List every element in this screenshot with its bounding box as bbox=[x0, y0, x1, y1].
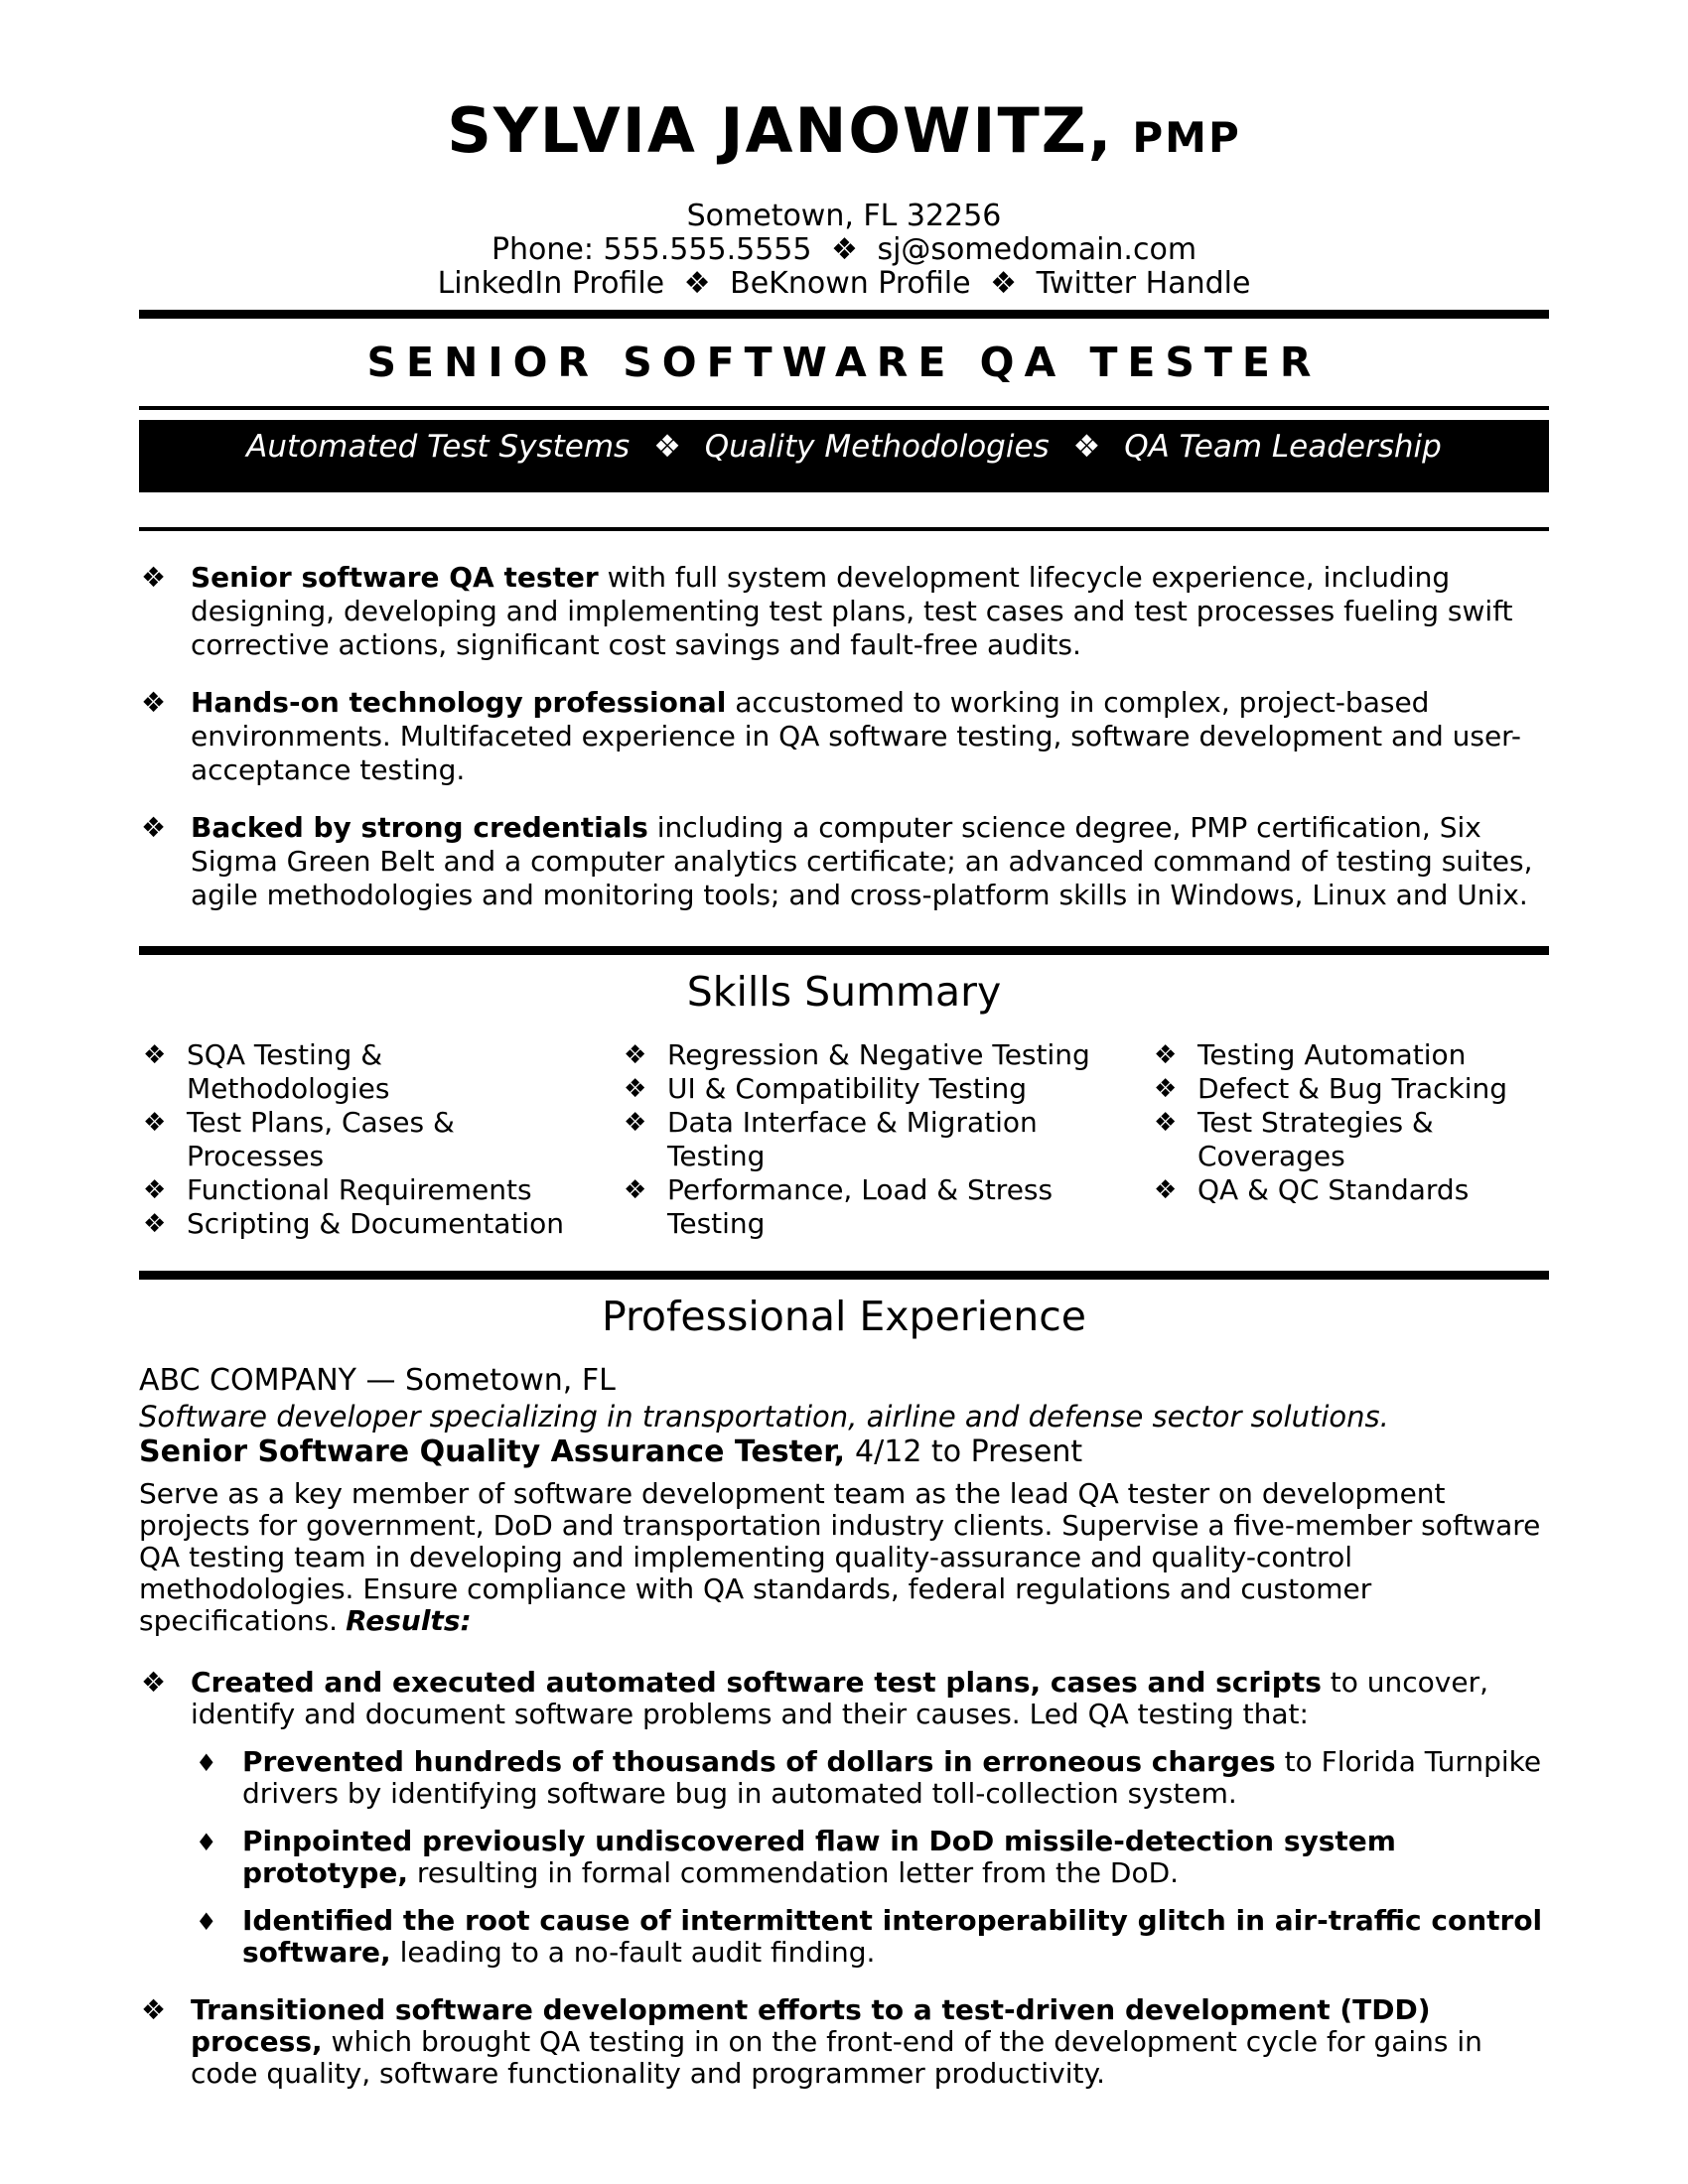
skill-item bbox=[1150, 1106, 1549, 1173]
skill-item bbox=[139, 1038, 592, 1106]
phone-email-line bbox=[139, 233, 1549, 267]
candidate-credential: PMP bbox=[1132, 113, 1241, 162]
skill-item bbox=[620, 1173, 1120, 1241]
specialties-banner bbox=[139, 420, 1549, 492]
skill-text: Testing Automation bbox=[1197, 1038, 1467, 1071]
experience-bullet-lead: Created and executed automated software test plans, cases and scripts bbox=[191, 1666, 1322, 1699]
address-line: Sometown, FL 32256 bbox=[686, 199, 1002, 233]
diamond-separator-icon: ❖ bbox=[1072, 429, 1101, 465]
diamond-bullet-icon: ❖ bbox=[143, 1209, 167, 1239]
diamond-separator-icon: ❖ bbox=[683, 266, 711, 301]
sub-bullet-text: leading to a no-fault audit finding. bbox=[390, 1936, 876, 1969]
header bbox=[139, 94, 1549, 301]
summary-item-lead: Senior software QA tester bbox=[191, 561, 599, 594]
skill-text: SQA Testing & Methodologies bbox=[187, 1038, 390, 1105]
sub-bullet-text: to Florida Turnpike drivers by identifying software bug in automated toll-collection system. bbox=[242, 1745, 1542, 1810]
candidate-name bbox=[139, 94, 1549, 184]
diamond-bullet-icon: ❖ bbox=[1154, 1108, 1178, 1138]
diamond-separator-icon: ❖ bbox=[653, 429, 681, 465]
skills-column-2 bbox=[620, 1038, 1150, 1241]
skill-text: Test Plans, Cases & Processes bbox=[187, 1106, 455, 1172]
skill-text: Data Interface & Migration Testing bbox=[667, 1106, 1038, 1172]
role-title: SENIOR SOFTWARE QA TESTER bbox=[366, 339, 1322, 386]
diamond-bullet-icon: ❖ bbox=[141, 1993, 167, 2026]
job-title: Senior Software Quality Assurance Tester, bbox=[139, 1434, 846, 1469]
skill-text: Functional Requirements bbox=[187, 1173, 532, 1206]
skill-item bbox=[620, 1072, 1120, 1106]
skill-text: Performance, Load & Stress Testing bbox=[667, 1173, 1054, 1240]
experience-bullet bbox=[139, 1667, 1549, 1730]
summary-item bbox=[139, 561, 1549, 662]
skill-text: Test Strategies & Coverages bbox=[1197, 1106, 1434, 1172]
diamond-bullet-icon: ❖ bbox=[624, 1074, 647, 1104]
twitter-handle-text: Twitter Handle bbox=[1036, 266, 1251, 301]
small-diamond-bullet-icon: ♦ bbox=[196, 1829, 217, 1856]
diamond-bullet-icon: ❖ bbox=[1154, 1074, 1178, 1104]
skill-text: QA & QC Standards bbox=[1197, 1173, 1470, 1206]
diamond-separator-icon: ❖ bbox=[990, 266, 1018, 301]
skills-column-3 bbox=[1150, 1038, 1549, 1241]
diamond-bullet-icon: ❖ bbox=[624, 1175, 647, 1205]
skill-item bbox=[139, 1207, 592, 1241]
job-intro-text: Serve as a key member of software development team as the lead QA tester on development projects for government, DoD and transportation industry clients. Supervise a five-member software QA testing team in developing and implementing quality-assurance and quality-control methodologies. Ensure compliance with QA standards, federal regulations and customer specifications. bbox=[139, 1477, 1541, 1637]
skill-item bbox=[620, 1106, 1120, 1173]
diamond-bullet-icon: ❖ bbox=[141, 686, 167, 719]
summary-section bbox=[139, 561, 1549, 912]
skill-item bbox=[620, 1038, 1120, 1072]
experience-bullet-lead: Transitioned software development efforts to a test-driven development (TDD) process, bbox=[191, 1993, 1431, 2058]
skill-item bbox=[1150, 1072, 1549, 1106]
diamond-separator-icon: ❖ bbox=[831, 232, 858, 267]
skill-item bbox=[1150, 1173, 1549, 1207]
diamond-bullet-icon: ❖ bbox=[141, 811, 167, 844]
sub-bullet-lead: Prevented hundreds of thousands of dollars in erroneous charges bbox=[242, 1745, 1276, 1778]
divider-thin bbox=[139, 527, 1549, 531]
skill-item bbox=[1150, 1038, 1549, 1072]
skill-text: Regression & Negative Testing bbox=[667, 1038, 1090, 1071]
skill-item bbox=[139, 1173, 592, 1207]
profiles-line bbox=[139, 267, 1549, 301]
diamond-bullet-icon: ❖ bbox=[1154, 1175, 1178, 1205]
contact-block bbox=[139, 200, 1549, 301]
experience-sub-bullet bbox=[139, 1905, 1549, 1969]
experience-bullet-text: to uncover, identify and document software problems and their causes. Led QA testing that: bbox=[191, 1666, 1489, 1730]
company-line: ABC COMPANY — Sometown, FL bbox=[139, 1363, 616, 1398]
skills-column-1 bbox=[139, 1038, 620, 1241]
experience-bullet bbox=[139, 1994, 1549, 2090]
diamond-bullet-icon: ❖ bbox=[624, 1108, 647, 1138]
summary-item-lead: Hands-on technology professional bbox=[191, 686, 727, 719]
diamond-bullet-icon: ❖ bbox=[143, 1040, 167, 1070]
results-label: Results: bbox=[346, 1604, 472, 1637]
divider-thick bbox=[139, 946, 1549, 955]
summary-item-text: with full system development lifecycle experience, including designing, developing and implementing test plans, test cases and test processes fueling swift corrective actions, significant cost savings and fault-free audits. bbox=[191, 561, 1513, 661]
diamond-bullet-icon: ❖ bbox=[1154, 1040, 1178, 1070]
phone-text: Phone: 555.555.5555 bbox=[491, 232, 812, 267]
company-description: Software developer specializing in transportation, airline and defense sector solutions. bbox=[139, 1400, 1389, 1433]
banner-item-automated-test-systems: Automated Test Systems bbox=[246, 429, 631, 465]
skills-grid bbox=[139, 1038, 1549, 1241]
summary-item-text: including a computer science degree, PMP certification, Six Sigma Green Belt and a computer analytics certificate; an advanced command of testing suites, agile methodologies and monitoring tools; and cross-platform skills in Windows, Linux and Unix. bbox=[191, 811, 1533, 911]
experience-sub-bullet bbox=[139, 1746, 1549, 1810]
small-diamond-bullet-icon: ♦ bbox=[196, 1908, 217, 1936]
diamond-bullet-icon: ❖ bbox=[141, 1666, 167, 1699]
summary-item bbox=[139, 686, 1549, 787]
skill-text: UI & Compatibility Testing bbox=[667, 1072, 1028, 1105]
sub-bullet-lead: Identified the root cause of intermittent interoperability glitch in air-traffic control software, bbox=[242, 1904, 1543, 1969]
sub-bullet-text: resulting in formal commendation letter from the DoD. bbox=[408, 1856, 1180, 1889]
email-text: sj@somedomain.com bbox=[877, 232, 1197, 267]
small-diamond-bullet-icon: ♦ bbox=[196, 1749, 217, 1777]
divider-thick bbox=[139, 310, 1549, 319]
banner-item-qa-team-leadership: QA Team Leadership bbox=[1124, 429, 1442, 465]
job-intro-paragraph bbox=[139, 1478, 1549, 1637]
summary-item-text: accustomed to working in complex, project-based environments. Multifaceted experience in QA software testing, software development and user-acceptance testing. bbox=[191, 686, 1522, 786]
diamond-bullet-icon: ❖ bbox=[143, 1108, 167, 1138]
skill-text: Defect & Bug Tracking bbox=[1197, 1072, 1508, 1105]
skill-text: Scripting & Documentation bbox=[187, 1207, 564, 1240]
experience-sub-bullet bbox=[139, 1826, 1549, 1889]
candidate-name-text: SYLVIA JANOWITZ, bbox=[447, 94, 1114, 167]
diamond-bullet-icon: ❖ bbox=[141, 561, 167, 594]
job-dates: 4/12 to Present bbox=[855, 1434, 1083, 1469]
sub-bullet-lead: Pinpointed previously undiscovered flaw in DoD missile-detection system prototype, bbox=[242, 1825, 1396, 1889]
beknown-profile-text: BeKnown Profile bbox=[730, 266, 971, 301]
divider-thin bbox=[139, 406, 1549, 410]
banner-item-quality-methodologies: Quality Methodologies bbox=[704, 429, 1050, 465]
diamond-bullet-icon: ❖ bbox=[624, 1040, 647, 1070]
skill-item bbox=[139, 1106, 592, 1173]
summary-item-lead: Backed by strong credentials bbox=[191, 811, 648, 844]
experience-bullet-text: which brought QA testing in on the front-end of the development cycle for gains in code quality, software functionality and programmer productivity. bbox=[191, 2025, 1482, 2090]
divider-thick bbox=[139, 1271, 1549, 1280]
experience-heading: Professional Experience bbox=[601, 1293, 1087, 1340]
job-title-line bbox=[139, 1434, 1549, 1470]
diamond-bullet-icon: ❖ bbox=[143, 1175, 167, 1205]
skills-heading: Skills Summary bbox=[686, 968, 1002, 1016]
summary-item bbox=[139, 811, 1549, 912]
linkedin-profile-text: LinkedIn Profile bbox=[437, 266, 665, 301]
